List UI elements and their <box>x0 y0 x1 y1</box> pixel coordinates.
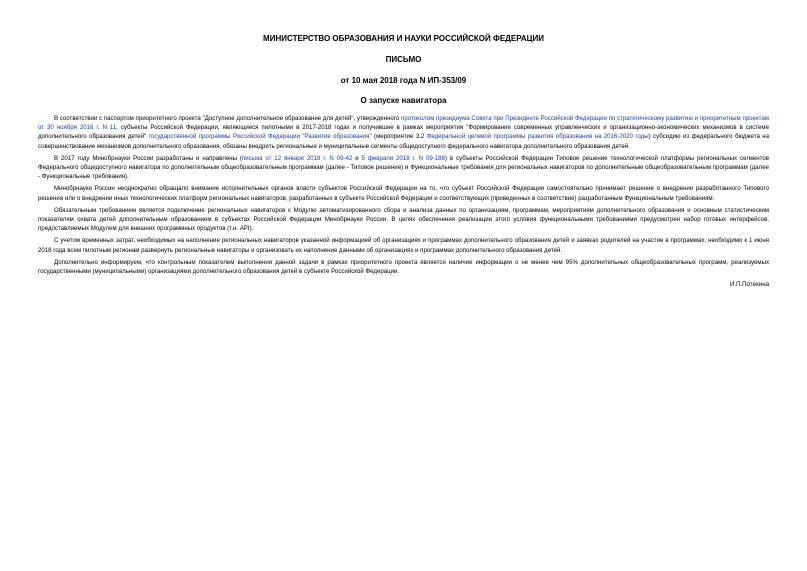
link-letter-february[interactable]: 5 февраля 2018 г. N 09-188 <box>361 154 445 162</box>
signature: И.П.Потехина <box>730 281 769 289</box>
paragraph-2 <box>38 154 769 182</box>
ministry-title: МИНИСТЕРСТВО ОБРАЗОВАНИЯ И НАУКИ РОССИЙСКОЙ ФЕДЕРАЦИИ <box>263 34 544 43</box>
paragraph-6: Дополнительно информируем, что контрольным показателем выполнения данной задачи в рамках приоритетного проекта является наличие информации о не менее чем 95% дополнительных общеобразовательных программ, реализуемых государственными (муниципальными) организациями дополнительного образования детей в субъекте Российской Федерации. <box>38 258 769 276</box>
document-type: ПИСЬМО <box>385 55 422 64</box>
link-federal-target-program[interactable]: Федеральной целевой программы развития образования на 2016-2020 годы <box>426 133 649 141</box>
link-protocol-presidium[interactable]: протоколом президиума Совета при Президенте Российской Федерации по стратегическому развитию и приоритетным проектам от 30 ноября 2016 г. N 11 <box>38 115 769 132</box>
paragraph-5: С учетом временных затрат, необходимых на наполнение региональных навигаторов указанной информацией об организациях и программах дополнительного образования детей и заявках родителей на участие в программах, необходимо к 1 июня 2018 года всем пилотным регионам развернуть региональные навигаторы и организовать их наполнение данными об организациях и программах дополнительного образования детей. <box>38 237 769 254</box>
paragraph-text: В 2017 году Минобрнауки России разработаны и направлены ( <box>54 154 242 162</box>
paragraph-4: Обязательным требованием является подключение региональных навигаторов к Модулю автоматизированного сбора и анализа данных по организациям, программам, мероприятиям дополнительного образования и основным статистическим показателям охвата детей дополнительным образованием в субъектах Российской Федерации Минобрнауки России. В целях обеспечения реализации этого условия функциональными требованиями предусмотрен набор готовых интерфейсов, предоставляемых Модулем для внешних программных продуктов (т.н. API). <box>38 206 769 233</box>
document-subject: О запуске навигатора <box>360 96 447 105</box>
paragraph-text: ) субсидию из федерального бюджета на совершенствование механизмов дополнительного образования, обязаны внедрить региональные и муниципальные сегменты общедоступного федерального навигатора дополнительного образования детей. <box>38 133 770 150</box>
paragraph-text: (мероприятие 3.2 <box>371 133 427 141</box>
document-page <box>38 34 769 289</box>
document-date-number: от 10 мая 2018 года N ИП-353/09 <box>340 76 467 85</box>
paragraph-text: ) в субъекты Российской Федерации Типовое решение технологической платформы региональных сегментов Федерального общедоступного навигатора по дополнительным общеобразовательным программам (далее - Типовое решение) и Функциональные требования для региональных навигаторов по дополнительным общеобразовательным программам (далее - Функциональные требования). <box>38 154 769 181</box>
link-state-program[interactable]: государственной программы Российской Федерации "Развитие образования" <box>148 133 372 141</box>
paragraph-text: В соответствии с паспортом приоритетного проекта "Доступное дополнительное образование для детей", утвержденного <box>54 115 402 122</box>
paragraph-3: Минобрнауки России неоднократно обращало внимание исполнительных органов власти субъектов Российской Федерации на то, что субъект Российской Федерации самостоятельно принимает решение о внедрении разработанного Типового решения или о внедрении иных технологических платформ региональных навигаторов, разработанных в субъекте Российской Федерации и соответствующих (приведенных в соответствие) разработанным Функциональным требованиям. <box>38 185 769 202</box>
link-letter-january[interactable]: письма от 12 января 2018 г. N 09-42 <box>241 154 353 162</box>
paragraph-text: , субъекты Российской Федерации, являющиеся пилотными в 2017-2018 годах и получившие в рамках мероприятия "Формирование современных управленческих и организационно-экономических механизмов в системе дополнительного образования детей" <box>38 124 769 141</box>
paragraph-text: и <box>352 154 362 162</box>
paragraph-1 <box>38 114 769 151</box>
